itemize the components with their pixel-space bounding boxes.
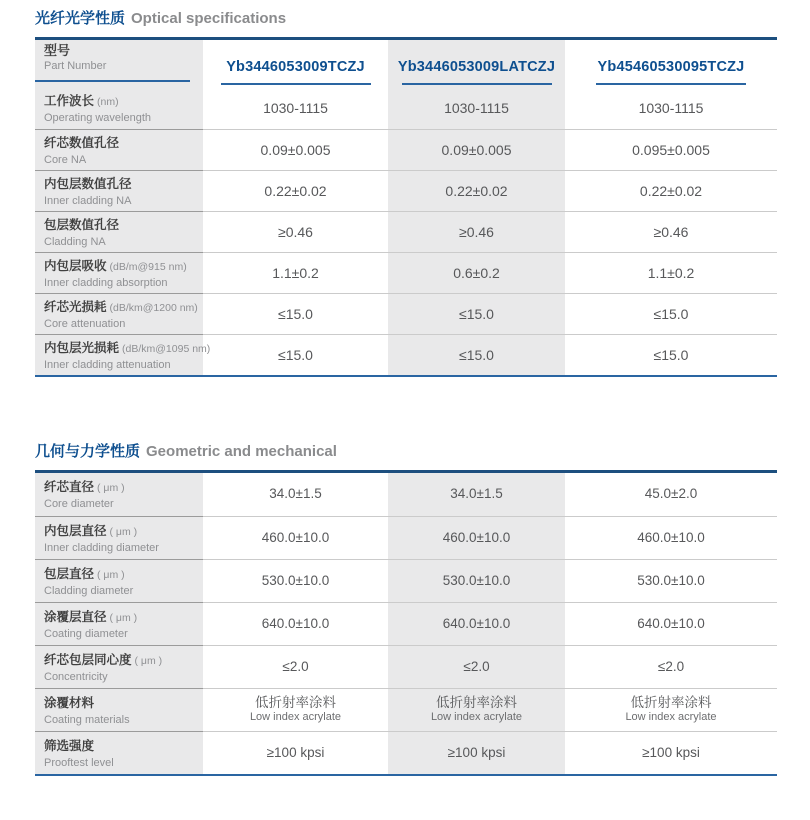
row-label-zh: 工作波长	[44, 94, 95, 109]
row-label-cell	[35, 252, 203, 293]
value-cell	[388, 473, 565, 516]
geometric-section-title	[35, 441, 810, 463]
geometric-section-title-en: Geometric and mechanical	[146, 443, 337, 460]
row-label-line	[44, 256, 197, 276]
row-label-line	[44, 477, 197, 497]
row-label-zh: 纤芯包层同心度	[44, 652, 132, 667]
value-cell	[388, 293, 565, 334]
spec-value: ≤15.0	[459, 346, 494, 363]
row-label-en: Operating wavelength	[44, 112, 152, 125]
row-label-zh: 内包层直径	[44, 523, 107, 538]
spec-value: 0.6±0.2	[453, 264, 500, 281]
spec-value: 460.0±10.0	[637, 529, 705, 545]
row-label-zh: 内包层光损耗	[44, 340, 120, 355]
row-label-cell	[35, 731, 203, 774]
row-label-cell	[35, 211, 203, 252]
table-row-core-na	[35, 129, 777, 170]
table-row-inner-cladding-absorption	[35, 252, 777, 293]
table-row-cladding-na	[35, 211, 777, 252]
spec-value: 1030-1115	[444, 100, 509, 117]
row-label-cell	[35, 473, 203, 516]
spec-value-sub: Low index acrylate	[249, 711, 342, 724]
spec-value: ≥0.46	[653, 223, 689, 240]
part-number: Yb3446053009LATCZJ	[397, 59, 556, 75]
row-label-en: Inner cladding NA	[44, 194, 132, 207]
spec-value: 低折射率涂料	[436, 695, 517, 711]
value-cell	[565, 559, 777, 602]
value-cell	[203, 293, 388, 334]
row-label-line	[44, 521, 197, 541]
row-label-unit: ( μm )	[109, 525, 138, 538]
spec-value-sub: Low index acrylate	[625, 711, 717, 724]
geometric-table	[35, 470, 777, 776]
value-cell	[565, 170, 777, 211]
row-label-zh: 筛选强度	[44, 738, 95, 753]
value-cell	[388, 645, 565, 688]
row-label-zh: 包层数值孔径	[44, 217, 120, 232]
value-cell	[388, 334, 565, 375]
value-cell	[388, 129, 565, 170]
row-label-zh: 内包层数值孔径	[44, 176, 132, 191]
row-label-cell	[35, 645, 203, 688]
spec-value: 530.0±10.0	[261, 572, 330, 588]
value-cell	[203, 473, 388, 516]
spec-value: 低折射率涂料	[255, 695, 336, 711]
row-label-en: Core attenuation	[44, 317, 126, 330]
part-number-header-cell	[35, 40, 203, 88]
spec-value: ≥100 kpsi	[447, 744, 506, 760]
spec-value: 1.1±0.2	[272, 264, 319, 281]
value-cell	[565, 129, 777, 170]
part-number-column-3	[565, 40, 777, 88]
row-label-zh: 纤芯直径	[44, 480, 95, 495]
spec-value: ≤15.0	[653, 305, 689, 322]
row-label-cell	[35, 516, 203, 559]
spec-value: ≤15.0	[278, 346, 313, 363]
part-number-underline	[221, 83, 371, 85]
spec-value: 34.0±1.5	[450, 486, 503, 502]
row-label-cell	[35, 293, 203, 334]
spec-value: ≤15.0	[653, 346, 689, 363]
part-number: Yb45460530095TCZJ	[597, 59, 745, 75]
row-label-line	[44, 736, 197, 756]
value-cell	[388, 252, 565, 293]
spec-value: ≤2.0	[657, 658, 685, 674]
spec-value: 0.22±0.02	[639, 182, 703, 199]
value-cell	[203, 88, 388, 129]
value-cell	[565, 645, 777, 688]
row-label-en: Concentricity	[44, 670, 108, 683]
value-cell	[565, 334, 777, 375]
row-label-cell	[35, 88, 203, 129]
spec-value: ≤2.0	[463, 658, 490, 674]
row-label-en: Inner cladding absorption	[44, 276, 168, 289]
value-cell	[203, 688, 388, 731]
row-label-en: Cladding diameter	[44, 584, 134, 597]
value-cell	[565, 688, 777, 731]
row-label-zh: 内包层吸收	[44, 258, 107, 273]
value-cell	[203, 602, 388, 645]
optical-section-title	[35, 8, 810, 30]
spec-value: 530.0±10.0	[637, 572, 705, 588]
row-label-unit: (dB/m@915 nm)	[109, 260, 187, 273]
value-cell	[388, 559, 565, 602]
value-cell	[203, 559, 388, 602]
row-label-zh: 纤芯数值孔径	[44, 135, 120, 150]
part-number: Yb3446053009TCZJ	[226, 59, 365, 75]
spec-value-sub: Low index acrylate	[430, 711, 523, 724]
row-label-en: Inner cladding attenuation	[44, 358, 171, 371]
row-label-line	[44, 133, 197, 153]
table-row-prooftest-level	[35, 731, 777, 774]
row-label-unit: ( μm )	[109, 611, 138, 624]
optical-section-title-en: Optical specifications	[131, 10, 287, 27]
row-label-en: Inner cladding diameter	[44, 541, 159, 554]
spec-value: 0.095±0.005	[632, 141, 710, 158]
value-cell	[388, 211, 565, 252]
row-label-en: Prooftest level	[44, 756, 114, 769]
optical-section-title-zh: 光纤光学性质	[35, 10, 126, 27]
spec-value: 0.09±0.005	[441, 141, 512, 158]
spec-value: 640.0±10.0	[637, 615, 705, 631]
table-row-inner-cladding-na	[35, 170, 777, 211]
spec-value: 0.22±0.02	[264, 182, 327, 199]
spec-value: 低折射率涂料	[630, 695, 712, 711]
table-row-concentricity	[35, 645, 777, 688]
spec-value: ≥0.46	[278, 223, 313, 240]
value-cell	[203, 731, 388, 774]
row-label-line	[44, 297, 197, 317]
row-label-line	[44, 650, 197, 670]
row-label-zh: 包层直径	[44, 566, 95, 581]
header-underline	[35, 80, 190, 82]
row-label-en: Core NA	[44, 153, 87, 166]
value-cell	[388, 688, 565, 731]
row-label-en: Coating diameter	[44, 627, 128, 640]
optical-specs-table	[35, 37, 777, 377]
row-label-zh: 涂覆层直径	[44, 609, 107, 624]
spec-value: 34.0±1.5	[269, 486, 322, 502]
spec-value: 640.0±10.0	[442, 615, 511, 631]
part-number-column-1	[203, 40, 388, 88]
value-cell	[565, 88, 777, 129]
spec-value: 1030-1115	[638, 100, 704, 117]
value-cell	[565, 516, 777, 559]
row-label-cell	[35, 688, 203, 731]
row-label-line	[44, 91, 197, 111]
spec-value: 460.0±10.0	[442, 529, 511, 545]
table-row-cladding-diameter	[35, 559, 777, 602]
spec-value: 530.0±10.0	[442, 572, 511, 588]
spec-value: ≥100 kpsi	[266, 744, 325, 760]
row-label-unit: ( μm )	[134, 654, 163, 667]
row-label-en: Core diameter	[44, 498, 114, 511]
spec-value: ≤15.0	[459, 305, 494, 322]
row-label-line	[44, 693, 197, 713]
value-cell	[203, 645, 388, 688]
spec-value: ≤2.0	[282, 658, 309, 674]
row-label-cell	[35, 559, 203, 602]
part-number-label-en: Part Number	[44, 59, 107, 72]
row-label-zh: 涂覆材料	[44, 695, 95, 710]
row-label-cell	[35, 602, 203, 645]
row-label-line	[44, 215, 197, 235]
value-cell	[203, 334, 388, 375]
part-number-underline	[596, 83, 746, 85]
table-row-inner-cladding-attenuation	[35, 334, 777, 375]
value-cell	[565, 293, 777, 334]
value-cell	[203, 170, 388, 211]
spec-value: ≥0.46	[459, 223, 494, 240]
row-label-unit: (dB/km@1200 nm)	[109, 301, 198, 314]
row-label-line	[44, 174, 197, 194]
value-cell	[388, 170, 565, 211]
row-label-en: Coating materials	[44, 713, 130, 726]
spec-value: 1.1±0.2	[647, 264, 695, 281]
value-cell	[203, 211, 388, 252]
value-cell	[565, 211, 777, 252]
table-header-row	[35, 40, 777, 88]
part-number-underline	[402, 83, 552, 85]
spec-value: 0.22±0.02	[445, 182, 508, 199]
geometric-section	[35, 441, 810, 776]
geometric-section-title-zh: 几何与力学性质	[35, 443, 141, 460]
value-cell	[565, 473, 777, 516]
row-label-line	[44, 607, 197, 627]
spec-value: 0.09±0.005	[260, 141, 331, 158]
spec-value: 640.0±10.0	[261, 615, 330, 631]
value-cell	[565, 731, 777, 774]
spec-value: 460.0±10.0	[261, 529, 330, 545]
table-row-core-attenuation	[35, 293, 777, 334]
value-cell	[388, 602, 565, 645]
value-cell	[565, 602, 777, 645]
value-cell	[388, 731, 565, 774]
table-row-core-diameter	[35, 473, 777, 516]
table-row-operating-wavelength	[35, 88, 777, 129]
spec-value: 1030-1115	[263, 100, 328, 117]
row-label-line	[44, 564, 197, 584]
part-number-column-2	[388, 40, 565, 88]
row-label-cell	[35, 334, 211, 375]
value-cell	[203, 252, 388, 293]
part-number-label-zh: 型号	[44, 42, 71, 58]
value-cell	[203, 129, 388, 170]
value-cell	[388, 516, 565, 559]
row-label-unit: (dB/km@1095 nm)	[122, 342, 211, 355]
row-label-cell	[35, 129, 203, 170]
row-label-en: Cladding NA	[44, 235, 106, 248]
row-label-cell	[35, 170, 203, 211]
row-label-unit: (nm)	[97, 96, 119, 109]
optical-specs-section	[35, 8, 810, 377]
table-row-coating-diameter	[35, 602, 777, 645]
row-label-unit: ( μm )	[97, 482, 125, 495]
table-row-inner-cladding-diameter	[35, 516, 777, 559]
table-row-coating-materials	[35, 688, 777, 731]
spec-value: ≥100 kpsi	[642, 744, 700, 760]
spec-value: 45.0±2.0	[644, 486, 698, 502]
value-cell	[565, 252, 777, 293]
value-cell	[388, 88, 565, 129]
value-cell	[203, 516, 388, 559]
spec-value: ≤15.0	[278, 305, 313, 322]
row-label-line	[44, 338, 211, 358]
row-label-unit: ( μm )	[97, 568, 125, 581]
row-label-zh: 纤芯光损耗	[44, 299, 107, 314]
